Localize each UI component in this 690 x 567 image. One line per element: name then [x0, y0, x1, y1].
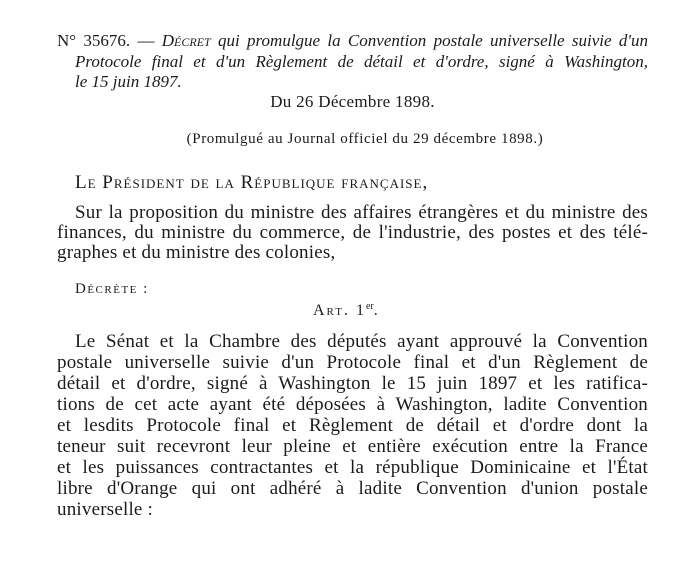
article-text-line: libre d'Orange qui ont adhéré à ladite Convention d'union postale — [57, 478, 648, 499]
article-text-line: universelle : — [57, 499, 153, 520]
article-text-line: Le Sénat et la Chambre des députés ayant approuvé la Convention — [75, 331, 648, 352]
article-label-end: . — [373, 302, 380, 319]
article-text-line: postale universelle suivie d'un Protocole final et d'un Règlement de — [57, 352, 648, 373]
issuing-authority: Le Président de la République française, — [75, 172, 429, 193]
enacting-formula: Décrète : — [75, 281, 149, 297]
decree-number: N° 35676. — — [57, 31, 155, 50]
article-text-line: détail et d'ordre, signé à Washington le 15 juin 1897 et les ratifica- — [57, 373, 648, 394]
promulgation-note: (Promulgué au Journal officiel du 29 décembre 1898.) — [186, 131, 544, 147]
decree-date: Du 26 Décembre 1898. — [270, 92, 435, 111]
article-text-line: et lesdits Protocole final et Règlement de détail et d'ordre dont la — [57, 415, 648, 436]
decree-title-text: qui promulgue la Convention postale universelle suivie d'un — [218, 31, 649, 50]
article-label: Art. 1 — [313, 302, 366, 319]
article-label-ordinal: er — [365, 301, 374, 312]
decree-title-line-1 — [57, 31, 648, 51]
decree-keyword: Décret — [161, 31, 211, 50]
decree-title-line-2: Protocole final et d'un Règlement de détail et d'ordre, signé à Washington, — [75, 52, 648, 71]
decree-title-line-3: le 15 juin 1897. — [75, 72, 182, 91]
article-text-line: tions de cet acte ayant été déposées à Washington, ladite Convention — [57, 394, 648, 415]
article-heading — [313, 301, 380, 321]
article-text-line: et les puissances contractantes et la république Dominicaine et l'État — [57, 457, 648, 478]
preamble-line: finances, du ministre du commerce, de l'industrie, des postes et des télé- — [57, 222, 648, 243]
article-text-line: teneur suit recevront leur pleine et entière exécution entre la France — [57, 436, 648, 457]
preamble-line: Sur la proposition du ministre des affaires étrangères et du ministre des — [75, 202, 648, 223]
preamble-line: graphes et du ministre des colonies, — [57, 242, 336, 263]
